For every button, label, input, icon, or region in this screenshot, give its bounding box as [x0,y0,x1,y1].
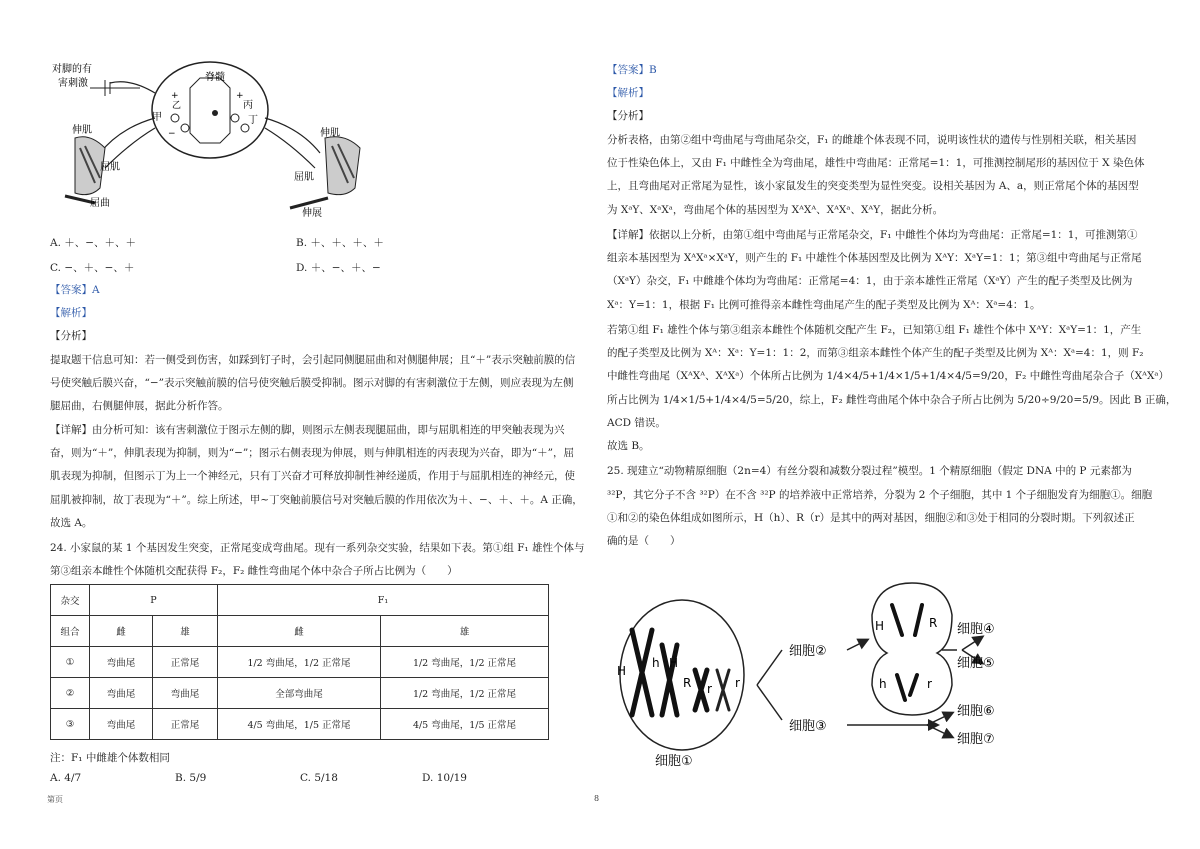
th-group: 组合 [51,616,90,647]
q25-stem-1: 25. 现建立“动物精原细胞（2n=4）有丝分裂和减数分裂过程”模型。1 个精原细胞（假定 DNA 中的 P 元素都为 [607,465,1132,477]
q24-option-b: B. 5/9 [175,772,207,784]
q23-detail-2: 奋，则为“＋”，伸肌表现为抑制，则为“−”；图示右侧表现为伸展，则与伸肌相连的丙表现为兴奋，即为“＋”，屈 [50,447,575,459]
label-extend: 伸展 [302,208,322,218]
th-f1-female: 雌 [218,616,381,647]
table-row [51,647,549,678]
cell-p-female: 弯曲尾 [90,647,153,678]
cell-f1-male: 1/2 弯曲尾，1/2 正常尾 [381,647,549,678]
cell-p-male: 正常尾 [153,647,218,678]
label-cell-6: 细胞⑥ [957,704,995,719]
table-row [51,678,549,709]
q24-detail-3: （XᵃY）杂交，F₁ 中雌雄个体均为弯曲尾：正常尾=4：1，由于亲本雄性正常尾（XᵃY）产生的配子类型及比例为 [607,275,1133,287]
cell-p-female: 弯曲尾 [90,709,153,740]
label-cell-1: 细胞① [655,754,693,769]
q24-answer: 【答案】B [607,64,657,76]
q24-analysis-1: 分析表格，由第②组中弯曲尾与弯曲尾杂交，F₁ 的雌雄个体表现不同，说明该性状的遗传与性别相关联，相关基因 [607,134,1137,146]
sign-minus-1: − [168,129,176,139]
label-flexor-right: 屈肌 [294,172,314,183]
label-ding: 丁 [248,115,258,126]
q24-detail-7: 中雌性弯曲尾（XᴬXᴬ、XᴬXᵃ）个体所占比例为 1/4×4/5+1/4×1/5+1/4×4/5=9/20，F₂ 中雌性弯曲尾杂合子（XᴬXᵃ） [607,370,1169,382]
gene-R-2: R [929,616,938,630]
q24-detail-6: 的配子类型及比例为 Xᴬ：Xᵃ：Y=1：1：2，而第③组亲本雌性个体产生的配子类型及比例为 Xᴬ：Xᵃ=4：1，则 F₂ [607,347,1144,359]
q23-fenxi: 【分析】 [50,330,92,342]
page-number: 8 [594,794,600,803]
gene-h-1: h [652,656,660,670]
q24-stem-2: 第③组亲本雌性个体随机交配获得 F₂，F₂ 雌性弯曲尾个体中杂合子所占比例为（ ） [50,565,458,577]
cell-f1-male: 4/5 弯曲尾，1/5 正常尾 [381,709,549,740]
q24-option-d: D. 10/19 [422,772,467,784]
label-cell-5: 细胞⑤ [957,656,995,671]
cell-p-female: 弯曲尾 [90,678,153,709]
q24-note: 注：F₁ 中雌雄个体数相同 [50,752,170,764]
gene-h-2: h [879,677,887,691]
cell-group: ① [51,647,90,678]
cell-division-figure [607,575,1027,775]
cell-f1-female: 1/2 弯曲尾，1/2 正常尾 [218,647,381,678]
sign-plus-2: + [236,91,244,101]
q24-stem-1: 24. 小家鼠的某 1 个基因发生突变，正常尾变成弯曲尾。现有一系列杂交实验，结果如下表。第①组 F₁ 雄性个体与 [50,542,585,554]
label-jia: 甲 [152,112,162,123]
cell-f1-male: 1/2 弯曲尾，1/2 正常尾 [381,678,549,709]
q23-analysis-1: 提取题干信息可知：若一侧受到伤害，如踩到钉子时，会引起同侧腿屈曲和对侧腿伸展；且“＋”表示突触前膜的信 [50,354,576,366]
cell-f1-female: 4/5 弯曲尾，1/5 正常尾 [218,709,381,740]
q24-analysis-2: 位于性染色体上，又由 F₁ 中雌性全为弯曲尾，雄性中弯曲尾：正常尾=1：1，可推测控制尾形的基因位于 X 染色体 [607,157,1145,169]
q24-detail-10: 故选 B。 [607,440,650,452]
q23-detail-3: 肌表现为抑制，但图示丁为上一个神经元，只有丁兴奋才可释放抑制性神经递质，作用于与屈肌相连的神经元，使 [50,470,575,482]
cell-f1-female: 全部弯曲尾 [218,678,381,709]
th-f1: F₁ [218,585,549,616]
q23-detail-1: 【详解】由分析可知：该有害刺激位于图示左侧的脚，则图示左侧表现腿屈曲，即与屈肌相连的甲突触表现为兴 [50,424,565,436]
label-extensor-left: 伸肌 [72,125,92,136]
cell-group: ② [51,678,90,709]
footer-left: 第页 [47,795,63,804]
gene-r-2: r [735,676,740,690]
q24-detail-9: ACD 错误。 [607,417,666,429]
sign-plus-1: + [171,91,179,101]
th-p: P [90,585,218,616]
q24-jiexi: 【解析】 [607,87,649,99]
q24-fenxi: 【分析】 [607,110,649,122]
th-p-female: 雌 [90,616,153,647]
gene-H-2: H [669,656,679,670]
th-cross: 杂交 [51,585,90,616]
q23-option-a: A. ＋、−、＋、＋ [50,237,137,249]
q24-detail-1: 【详解】依据以上分析，由第①组中弯曲尾与正常尾杂交，F₁ 中雌性个体均为弯曲尾：正常尾=1：1，可推测第① [607,229,1138,241]
cell-p-male: 正常尾 [153,709,218,740]
q25-stem-4: 确的是（ ） [607,535,681,547]
reflex-arc-figure [50,58,400,218]
th-f1-male: 雄 [381,616,549,647]
gene-r-1: r [707,682,712,696]
th-p-male: 雄 [153,616,218,647]
q24-detail-8: 所占比例为 1/4×1/5+1/4×4/5=5/20，综上，F₂ 雌性弯曲尾个体中杂合子所占比例为 5/20÷9/20=5/9。因此 B 正确， [607,394,1177,406]
cell-group: ③ [51,709,90,740]
q24-detail-2: 组亲本基因型为 XᴬXᵃ×XᵃY，则产生的 F₁ 中雄性个体基因型及比例为 XᴬY：XᵃY=1：1；第③组中弯曲尾与正常尾 [607,252,1142,264]
gene-r-3: r [927,677,932,691]
q23-answer: 【答案】A [50,284,100,296]
gene-H-1: H [617,664,627,678]
cell-p-male: 弯曲尾 [153,678,218,709]
label-cell-4: 细胞④ [957,622,995,637]
q23-analysis-3: 腿屈曲，右侧腿伸展，据此分析作答。 [50,400,229,412]
q23-analysis-2: 号使突触后膜兴奋，“−”表示突触前膜的信号使突触后膜受抑制。图示对脚的有害刺激位于左侧，则应表现为左侧 [50,377,574,389]
label-yi: 乙 [172,101,182,111]
label-stimulus-2: 害刺激 [58,78,88,89]
label-flexor-left: 屈肌 [100,162,120,173]
gene-H-3: H [875,619,885,633]
table-row [51,709,549,740]
q24-option-a: A. 4/7 [50,772,82,784]
q25-stem-3: ①和②的染色体组成如图所示，H（h）、R（r）是其中的两对基因，细胞②和③处于相同的分裂时期。下列叙述正 [607,512,1135,524]
q25-stem-2: ³²P，其它分子不含 ³²P）在不含 ³²P 的培养液中正常培养，分裂为 2 个子细胞，其中 1 个子细胞发育为细胞①。细胞 [607,489,1153,501]
label-cell-7: 细胞⑦ [957,732,995,747]
q23-detail-4: 屈肌被抑制，故丁表现为“＋”。综上所述，甲~丁突触前膜信号对突触后膜的作用依次为＋、−、＋、＋。A 正确， [50,494,583,506]
q24-detail-5: 若第①组 F₁ 雄性个体与第③组亲本雌性个体随机交配产生 F₂，已知第①组 F₁ 雄性个体中 XᴬY：XᵃY=1：1，产生 [607,324,1142,336]
q23-option-b: B. ＋、＋、＋、＋ [296,237,384,249]
label-cell-3: 细胞③ [789,719,827,734]
gene-R-1: R [683,676,692,690]
q24-analysis-4: 为 XᵃY、XᵃXᵃ，弯曲尾个体的基因型为 XᴬXᴬ、XᴬXᵃ、XᴬY，据此分析。 [607,204,944,216]
label-bing: 丙 [243,100,253,111]
label-extensor-right: 伸肌 [320,128,340,139]
label-flex: 屈曲 [90,198,110,209]
q23-jiexi: 【解析】 [50,307,92,319]
q23-option-d: D. ＋、−、＋、− [296,262,381,274]
label-stimulus-1: 对脚的有 [52,64,92,75]
q23-option-c: C. −、＋、−、＋ [50,262,135,274]
q24-analysis-3: 上，且弯曲尾对正常尾为显性，该小家鼠发生的突变类型为显性突变。设相关基因为 A、a，则正常尾个体的基因型 [607,180,1139,192]
q23-detail-5: 故选 A。 [50,517,93,529]
label-spinal-cord: 脊髓 [205,72,225,83]
label-cell-2: 细胞② [789,644,827,659]
q24-detail-4: Xᵃ：Y=1：1，根据 F₁ 比例可推得亲本雌性弯曲尾产生的配子类型及比例为 Xᴬ：Xᵃ=4：1。 [607,299,1041,311]
q24-option-c: C. 5/18 [300,772,338,784]
cross-table [50,584,549,740]
